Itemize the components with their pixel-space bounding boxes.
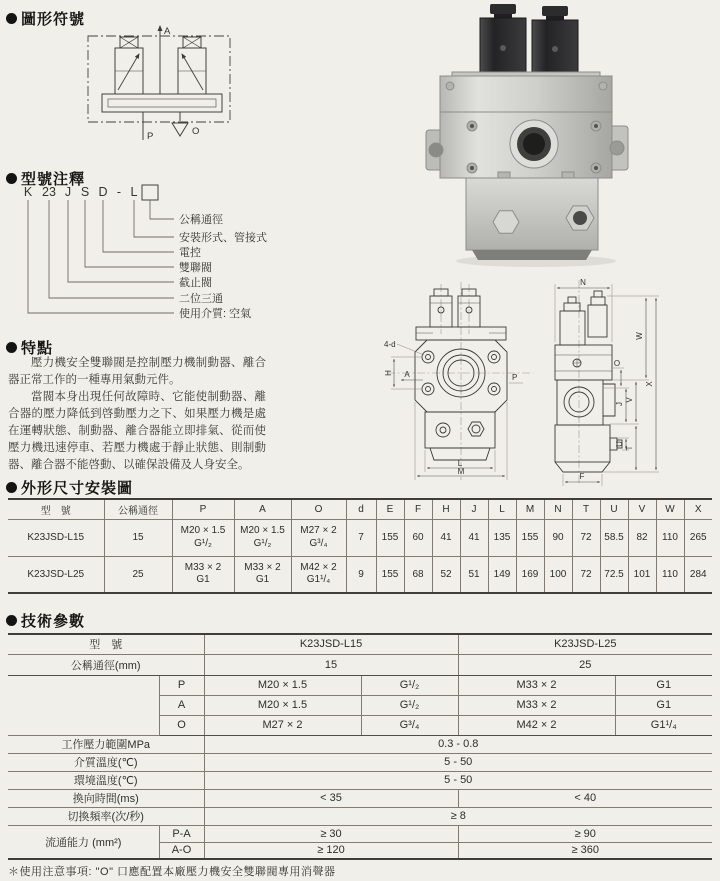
header-cell: N bbox=[544, 499, 572, 519]
cell: M33 × 2 bbox=[458, 675, 615, 695]
row-label: 換向時間(ms) bbox=[8, 789, 204, 807]
section-bullet-icon bbox=[6, 482, 17, 493]
cell: 72.5 bbox=[600, 556, 628, 593]
cell: ≥ 120 bbox=[204, 842, 458, 859]
header-cell: d bbox=[346, 499, 376, 519]
table-row bbox=[8, 807, 712, 825]
dim-label-V: V bbox=[625, 397, 634, 403]
header-cell: 公稱通徑 bbox=[104, 499, 172, 519]
cell: ≥ 8 bbox=[204, 807, 712, 825]
cell: M20 × 1.5 bbox=[204, 695, 361, 715]
row-label: 介質溫度(℃) bbox=[8, 753, 204, 771]
model-code-letters bbox=[24, 185, 138, 199]
side-lower-block bbox=[555, 425, 610, 462]
section-bullet-icon bbox=[6, 13, 17, 24]
table-row bbox=[8, 634, 712, 654]
cell: M20 × 1.5 G¹/₂ bbox=[172, 519, 234, 556]
dim-label-W: W bbox=[635, 332, 644, 340]
section-header-specs bbox=[6, 610, 85, 631]
side-view bbox=[555, 278, 659, 486]
cell-model: K23JSD-L25 bbox=[458, 634, 712, 654]
cell: 58.5 bbox=[600, 519, 628, 556]
cell: 169 bbox=[516, 556, 544, 593]
header-cell: U bbox=[600, 499, 628, 519]
row-label: 公稱通徑(mm) bbox=[8, 654, 204, 675]
table-row bbox=[8, 789, 712, 807]
table-header-row bbox=[8, 499, 712, 519]
dim-label-U: U bbox=[615, 441, 624, 447]
cell: M20 × 1.5 G¹/₂ bbox=[234, 519, 291, 556]
section-title-symbol: 圖形符號 bbox=[21, 11, 86, 28]
code-letter: D bbox=[98, 185, 108, 199]
front-view bbox=[384, 289, 523, 480]
dim-label-T: T bbox=[625, 445, 634, 451]
table-row bbox=[8, 825, 712, 842]
code-letter: K bbox=[23, 185, 33, 199]
cell: G¹/₂ bbox=[361, 675, 458, 695]
port-letter: P bbox=[159, 675, 204, 695]
port-o-label: O bbox=[192, 126, 200, 137]
dim-label-P: P bbox=[512, 373, 518, 382]
header-cell: A bbox=[234, 499, 291, 519]
cell: 265 bbox=[684, 519, 712, 556]
header-cell: W bbox=[656, 499, 684, 519]
port-letter: A bbox=[159, 695, 204, 715]
cell: 51 bbox=[460, 556, 488, 593]
symbol-diagram bbox=[50, 20, 270, 160]
cell: 5 - 50 bbox=[204, 771, 712, 789]
cell-model: K23JSD-L25 bbox=[8, 556, 104, 593]
section-title-model: 型號注釋 bbox=[21, 171, 86, 188]
cell: 5 - 50 bbox=[204, 753, 712, 771]
dim-label-X: X bbox=[645, 381, 654, 387]
code-label: 截止閥 bbox=[179, 277, 212, 289]
top-flange bbox=[440, 76, 612, 112]
dim-label-L: L bbox=[457, 459, 463, 468]
dim-label-H: H bbox=[384, 370, 393, 376]
cell: M20 × 1.5 bbox=[204, 675, 361, 695]
dim-label-M: M bbox=[457, 467, 465, 476]
port-a-label: A bbox=[164, 26, 171, 37]
dim-label-F: F bbox=[579, 472, 585, 481]
valve-body bbox=[426, 72, 628, 260]
section-header-dimensions bbox=[6, 477, 133, 498]
cell: G1 bbox=[615, 675, 712, 695]
cell: G¹/₂ bbox=[361, 695, 458, 715]
header-cell: L bbox=[488, 499, 516, 519]
cell-model: K23JSD-L15 bbox=[204, 634, 458, 654]
symbol-lines bbox=[88, 26, 230, 140]
header-cell: 型 號 bbox=[8, 499, 104, 519]
code-label: 使用介質: 空氣 bbox=[179, 308, 252, 320]
section-bullet-icon bbox=[6, 342, 17, 353]
header-cell: F bbox=[404, 499, 432, 519]
row-label: 工作壓力範圍MPa bbox=[8, 735, 204, 753]
dim-label-4d: 4-d bbox=[384, 340, 396, 349]
spec-table bbox=[8, 633, 712, 860]
cell: 101 bbox=[628, 556, 656, 593]
model-code-diagram bbox=[14, 178, 306, 330]
cell: 135 bbox=[488, 519, 516, 556]
table-row bbox=[8, 675, 712, 695]
row-label: 切換頻率(次/秒) bbox=[8, 807, 204, 825]
cell: ≥ 90 bbox=[458, 825, 712, 842]
product-photo bbox=[410, 2, 712, 270]
cell: M42 × 2 bbox=[458, 715, 615, 735]
code-letter: S bbox=[80, 185, 90, 199]
code-label: 電控 bbox=[179, 247, 201, 259]
cell: M42 × 2 G1¹/₄ bbox=[291, 556, 346, 593]
side-upper-body bbox=[555, 345, 612, 380]
header-cell: O bbox=[291, 499, 346, 519]
dimension-table bbox=[8, 498, 712, 594]
header-cell: P bbox=[172, 499, 234, 519]
cell: 72 bbox=[572, 519, 600, 556]
row-label: 型 號 bbox=[8, 634, 204, 654]
cell: 100 bbox=[544, 556, 572, 593]
header-cell: X bbox=[684, 499, 712, 519]
cell: M33 × 2 bbox=[458, 695, 615, 715]
table-row bbox=[8, 519, 712, 556]
sub-label: A-O bbox=[159, 842, 204, 859]
header-cell: H bbox=[432, 499, 460, 519]
cell: 149 bbox=[488, 556, 516, 593]
cell: 15 bbox=[104, 519, 172, 556]
code-label: 公稱通徑 bbox=[179, 214, 223, 226]
header-cell: E bbox=[376, 499, 404, 519]
code-letter: 23 bbox=[42, 185, 56, 199]
cell: < 40 bbox=[458, 789, 712, 807]
cell: 110 bbox=[656, 556, 684, 593]
cell: 155 bbox=[376, 519, 404, 556]
cell: 155 bbox=[516, 519, 544, 556]
table-row bbox=[8, 654, 712, 675]
cell: 41 bbox=[460, 519, 488, 556]
header-cell: V bbox=[628, 499, 656, 519]
enclosure-dashed-box bbox=[88, 36, 230, 122]
cell: M33 × 2 G1 bbox=[234, 556, 291, 593]
dimension-drawing bbox=[383, 276, 720, 490]
leader-lines bbox=[28, 200, 174, 313]
cell: 90 bbox=[544, 519, 572, 556]
code-label: 安裝形式、管接式 bbox=[179, 232, 267, 244]
port-letter: O bbox=[159, 715, 204, 735]
table-row bbox=[8, 771, 712, 789]
cell: 60 bbox=[404, 519, 432, 556]
cell: 72 bbox=[572, 556, 600, 593]
exhaust-triangle bbox=[172, 123, 188, 136]
blank-cell bbox=[8, 675, 159, 735]
header-cell: J bbox=[460, 499, 488, 519]
code-label: 二位三通 bbox=[179, 293, 223, 305]
cell: 68 bbox=[404, 556, 432, 593]
cell: < 35 bbox=[204, 789, 458, 807]
cell: 0.3 - 0.8 bbox=[204, 735, 712, 753]
features-paragraph-2: 當閥本身出現任何故障時、它能使制動器、離合器的壓力降低到啓動壓力之下、如果壓力機是處在運轉狀態、制動器、離合器能立即排氣、從而使壓力機迅速停車、若壓力機處于靜止狀態、則制動器、離合器不能啓動、以確保設備及人身安全。 bbox=[8, 391, 266, 471]
header-cell: M bbox=[516, 499, 544, 519]
dim-label-O: O bbox=[613, 359, 621, 368]
usage-footnote: ＊使用注意事項: "O" 口應配置本廠壓力機安全雙聯閥專用消聲器 bbox=[8, 866, 336, 878]
row-label: 流通能力 (mm²) bbox=[8, 825, 159, 859]
base-plate bbox=[472, 250, 592, 260]
code-letter: J bbox=[64, 185, 72, 199]
cable-gland-right bbox=[542, 6, 568, 16]
cell: 41 bbox=[432, 519, 460, 556]
dim-label-J: J bbox=[615, 402, 624, 406]
cell: M27 × 2 bbox=[204, 715, 361, 735]
dim-label-N: N bbox=[580, 278, 586, 287]
cell: 155 bbox=[376, 556, 404, 593]
cell: 284 bbox=[684, 556, 712, 593]
features-paragraph-1: 壓力機安全雙聯閥是控制壓力機制動器、離合器正常工作的一種專用氣動元件。 bbox=[8, 357, 266, 386]
header-cell: T bbox=[572, 499, 600, 519]
section-title-features: 特點 bbox=[21, 340, 54, 357]
section-title-dimensions: 外形尺寸安裝圖 bbox=[21, 480, 134, 497]
row-label: 環境溫度(℃) bbox=[8, 771, 204, 789]
cell: 110 bbox=[656, 519, 684, 556]
cable-gland-left bbox=[490, 4, 516, 14]
flow-arrow-left bbox=[118, 54, 139, 90]
solenoid-coils bbox=[480, 4, 578, 78]
sub-label: P-A bbox=[159, 825, 204, 842]
cell: M27 × 2 G³/₄ bbox=[291, 519, 346, 556]
features-paragraphs bbox=[8, 355, 266, 474]
cell: G³/₄ bbox=[361, 715, 458, 735]
dim-label-A: A bbox=[404, 370, 410, 379]
front-dimensions bbox=[384, 340, 523, 480]
cell: 52 bbox=[432, 556, 460, 593]
cell: 9 bbox=[346, 556, 376, 593]
cell: 25 bbox=[104, 556, 172, 593]
section-bullet-icon bbox=[6, 615, 17, 626]
cell-model: K23JSD-L15 bbox=[8, 519, 104, 556]
cell: G1¹/₄ bbox=[615, 715, 712, 735]
cell: ≥ 360 bbox=[458, 842, 712, 859]
flow-arrow-right bbox=[182, 54, 203, 90]
code-label: 雙聯閥 bbox=[179, 262, 212, 274]
code-letter: - bbox=[116, 185, 122, 199]
cell: ≥ 30 bbox=[204, 825, 458, 842]
cell: 15 bbox=[204, 654, 458, 675]
table-row bbox=[8, 556, 712, 593]
cell: 7 bbox=[346, 519, 376, 556]
code-letter: L bbox=[130, 185, 138, 199]
manifold-duct bbox=[102, 94, 222, 112]
model-code-labels bbox=[179, 213, 267, 320]
cell: G1 bbox=[615, 695, 712, 715]
section-title-specs: 技術參數 bbox=[21, 613, 86, 630]
table-row bbox=[8, 735, 712, 753]
cell: M33 × 2 G1 bbox=[172, 556, 234, 593]
port-p-label: P bbox=[147, 131, 154, 142]
cell: 82 bbox=[628, 519, 656, 556]
table-row bbox=[8, 753, 712, 771]
cell: 25 bbox=[458, 654, 712, 675]
size-placeholder-box bbox=[142, 185, 158, 200]
